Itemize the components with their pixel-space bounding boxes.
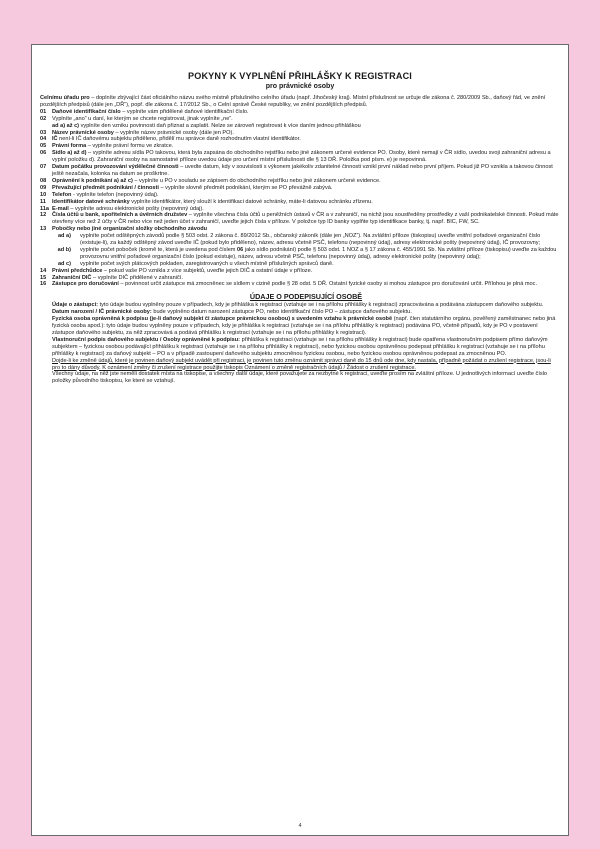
- item-text: – vyplníte adresu sídla PO takovou, která byla zapsána do obchodního rejstříku nebo jiné zákonem určené evidence PO. Osoby, které nemají v ČR sídlo, uvedou svoji zahraniční adresu a vyplní položku d). Zahraniční osoby na samostatné příloze uvedou údaje pro určení místní příslušnosti dle § 13 DŘ. Položka pod písm. e) je nepovinná.: [52, 150, 551, 164]
- instruction-sheet: [31, 44, 569, 836]
- item-number: 08: [40, 177, 47, 184]
- item-number: 05: [40, 143, 47, 150]
- sub-item-text: vyplníte počet odštěpných závodů podle § 503 odst. 2 zákona č. 89/2012 Sb., občanský zákoník (dále jen „NOZ“). Na zvláštní příloze (tiskopisu) uveďte vnitřní pořadové organizační číslo (existuje-li), za každý odštěpný závod uveďte IČ (pokud bylo přiděleno), název, adresu včetně PSČ, telefonu (nepovinný údaj), adresy elektronické pošty (nepovinný údaj), IČ provozovny;: [80, 233, 541, 247]
- list-item: [40, 150, 560, 164]
- item-label: Čísla účtů u bank, spořitelních a úvěrních družstev: [52, 212, 188, 219]
- paragraph-label: Fyzická osoba oprávněná k podpisu (je-li daňový subjekt či zástupce právnickou osobou) s uvedením vztahu k právnické osobě: [52, 316, 393, 323]
- list-item: [40, 281, 560, 288]
- item-number: 04: [40, 136, 47, 143]
- paragraph: [52, 316, 560, 337]
- item-label: Název právnické osoby: [52, 129, 114, 136]
- list-item: [40, 178, 560, 185]
- paragraph-text: přihláška k registraci (vztahuje se i na přílohu přihlášky k registraci) bude opatřena vlastnoručním podpisem přímo daňovým subjektem – fyzickou osobou podávající přihlášku k registraci (vztahuje se i na přílohu přihlášky k registraci), nebo fyzickou osobou oprávněnou podepsat přihlášku k registraci (vztahuje se i na přílohu přihlášky k registraci) za daňový subjekt – PO a v případě zastoupení daňového subjektu zmocněnou fyzickou osobou, nebo fyzickou osobou oprávněnou podepsat za zmocněnou PO.: [52, 336, 548, 357]
- sub-item-label: ad b): [57, 246, 71, 253]
- sub-item-text: vyplníte počet svých plátcových pokladen, zaregistrovaných u všech místně příslušných správců daně.: [80, 260, 334, 267]
- sub-item-text: jako sídlo podnikání) podle § 503 odst. 1 NOZ a § 17 zákona č. 455/1991 Sb. Na zvláštní příloze (tiskopisu) uveďte za každou provozovnu vnitřní pořadové organizační číslo (pokud existuje), název, adresu včetně PSČ, telefonu (nepovinný údaj), adresy elektronické pošty (nepovinný údaj);: [80, 246, 557, 260]
- item-number: 14: [40, 267, 47, 274]
- item-number: 13: [40, 226, 47, 233]
- paragraph: Všechny údaje, na něž jste neměli dostatek místa na tiskopise, a všechny další údaje, které považujete za nezbytné k registraci, uveďte prosím na zvláštní příloze. U jednotlivých informací uveďte číslo položky původního tiskopisu, ke které se vztahují.: [52, 371, 548, 385]
- item-number: 01: [40, 108, 47, 115]
- item-number: 11a: [40, 205, 50, 212]
- intro-text: – doplníte zbývající část oficiálního názvu svého místně příslušného celního úřadu (např. Jihočeský kraj). Místní příslušnost se určuje dle zákona č. 280/2009 Sb., daňový řád, ve znění pozdějších předpisů (dále jen „DŘ“), popř. dle zákona č. 17/2012 Sb., o Celní správě České republiky, ve znění pozdějších předpisů.: [40, 95, 546, 108]
- item-label: Datum počátku provozování výdělečné činnosti: [52, 164, 179, 171]
- item-label: Právní forma: [52, 143, 87, 150]
- item-label: Zahraniční DIČ: [52, 274, 92, 281]
- item-text: – vyplníte název právnické osoby (dále jen PO).: [113, 129, 234, 136]
- sub-item: [40, 261, 560, 268]
- list-item: [40, 185, 560, 192]
- item-text: – vyplníte u PO v souladu se zápisem do obchodního rejstříku nebo jiné zákonem určené evidence.: [132, 177, 381, 184]
- list-item: [40, 109, 560, 116]
- item-text: vyplníte identifikátor, který slouží k identifikaci datové schránky, máte-li datovou schránku zřízenu.: [129, 198, 373, 205]
- sub-item-label: ad c): [57, 260, 71, 267]
- list-item: [40, 116, 560, 123]
- paragraph: [52, 337, 560, 358]
- paragraph-label: Vlastnoruční podpis daňového subjektu / Osoby oprávněné k podpisu:: [52, 336, 241, 343]
- item-text: není-li IČ daňovému subjektu přiděleno, přidělí mu správce daně rozhodnutím vlastní identifikátor.: [57, 136, 301, 143]
- item-number: 07: [40, 164, 47, 171]
- item-text: – pokud vaše PO vznikla z více subjektů, uveďte jejich DIČ a ostatní údaje v příloze.: [102, 267, 313, 274]
- paragraph-text: bude vyplněno datum narození zástupce PO, nebo identifikační číslo PO – zástupce daňového subjektu.: [151, 309, 412, 316]
- item-number: 12: [40, 212, 47, 219]
- item-text: vyplníte den vzniku povinnosti daň přiznat a zaplatit. Nelze se zároveň registrovat k více daním jednou přihláškou: [79, 122, 361, 129]
- item-text: – vyplníte vám přidělené daňové identifikační číslo.: [120, 108, 249, 115]
- intro-label: Celnímu úřadu pro: [40, 95, 90, 101]
- item-text: – vyplníte DIČ přidělené v zahraničí.: [91, 274, 183, 281]
- list-item: [40, 164, 560, 178]
- list-item: [40, 212, 560, 226]
- item-number: 03: [40, 129, 47, 136]
- item-number: 11: [40, 198, 46, 205]
- item-label: Zástupce pro doručování: [52, 281, 119, 288]
- item-text: – vyplníte právní formu ve zkratce.: [86, 143, 174, 150]
- item-number: 02: [40, 115, 47, 122]
- intro-paragraph: [40, 95, 560, 109]
- list-item: [40, 123, 560, 130]
- item-text: – povinnost určit zástupce má zmocněnec se sídlem v cizině podle § 28 odst. 5 DŘ. Ostatní fyzické osoby si mohou zástupce pro doručování určit. Přílohou je plná moc.: [118, 281, 538, 288]
- item-label: Pobočky nebo jiné organizační složky obchodního závodu: [52, 226, 208, 233]
- paragraph-label: Údaje o zástupci:: [52, 302, 99, 309]
- sub-item-text: vyplníte počet poboček (kromě te, která je uvedena pod číslem: [80, 246, 238, 253]
- paragraph-label: Datum narození / IČ právnické osoby:: [52, 309, 152, 316]
- item-number: 09: [40, 184, 47, 191]
- section-heading: ÚDAJE O PODEPISUJÍCÍ OSOBĚ: [249, 292, 363, 302]
- page-title: POKYNY K VYPLNĚNÍ PŘIHLÁŠKY K REGISTRACI: [188, 71, 412, 81]
- item-text: Vyplníte „ano“ u daní, ke kterým se chcete registrovat, jinak vyplníte „ne“.: [52, 115, 233, 122]
- list-item: [40, 268, 560, 275]
- list-item: [40, 136, 560, 143]
- item-label: Identifikátor datové schránky: [52, 198, 130, 205]
- change-notice-paragraph: Dojde-li ke změně údajů, které je povinen daňový subjekt uvádět při registraci, je povinen tuto změnu oznámit správci daně do 15 dnů ode dne, kdy nastala, případně požádat o zrušení registrace, jsou-li pro to dány důvody. K oznámení změny či zrušení registrace použijte tiskopis Oznámení o změně registračních údajů / Žádost o zrušení registrace.: [52, 357, 551, 371]
- sub-item: [40, 233, 560, 247]
- item-number: 10: [40, 191, 47, 198]
- sub-item: [40, 247, 560, 261]
- item-label: Převažující předmět podnikání / činnosti: [52, 184, 159, 191]
- item-number: 16: [40, 281, 47, 288]
- item-text: - vyplníte telefon (nepovinný údaj).: [71, 191, 159, 198]
- item-number: 15: [40, 274, 47, 281]
- item-label: ad a) až c): [52, 122, 80, 129]
- sub-item-bold: 06: [237, 246, 244, 253]
- item-number: [40, 123, 52, 130]
- item-text: – vyplníte všechna čísla účtů u peněžních ústavů v ČR a v zahraničí, na nichž jsou soustředěny prostředky z vaší podnikatelské činnosti. Pokud máte otevřeny více než 2 účty v ČR nebo více než jeden účet v zahraničí, uveďte jejich čísla v příloze. V položce typ ID banky vyplňte typ identifikace banky, tj. např. BIC, FW, SC.: [52, 212, 559, 226]
- item-number: 06: [40, 150, 47, 157]
- item-label: Telefon: [52, 191, 72, 198]
- item-label: E-mail: [52, 205, 69, 212]
- list-item: [40, 192, 560, 199]
- paragraph-text: tyto údaje budou vyplněny pouze v případech, kdy je přihláška k registraci (vztahuje se i na přílohu přihlášky k registraci) zpracovávána a podávána zástupcem daňového subjektu.: [98, 302, 544, 309]
- list-item: [40, 199, 560, 206]
- item-label: IČ: [52, 136, 58, 143]
- page-subtitle: pro právnické osoby: [265, 83, 335, 90]
- item-label: Daňové identifikační číslo: [52, 108, 121, 115]
- items-list: [40, 109, 560, 289]
- item-label: Sídlo a) až d): [52, 150, 87, 157]
- item-text: – uvedte datum, kdy v souvislosti s výkonem jakékoliv zdanitelné činnosti vznikl první náklad nebo první příjem. Pokud již PO vznikla a takovou činnost ještě nezačala, kolonka na datum se proškrtne.: [52, 164, 553, 177]
- paragraph-text: (např. člen statutárního orgánu, pověřený zaměstnanec nebo jiná fyzická osoba apod.): tyto údaje budou vyplněny pouze v případech, kdy je přihláška k registraci (vztahuje se i na přílohu přihlášky k registraci) podávána PO, včetně případů, kdy je PO v postavení zástupce daňového subjektu, za něž zpracovává a podává přihlášku k registraci (vztahuje se i na přílohu přihlášky k registraci).: [52, 316, 556, 336]
- item-text: – vyplníte slovně předmět podnikání, kterým se PO převážně zabývá.: [158, 184, 333, 191]
- signatory-section: [40, 292, 560, 385]
- sub-item-label: ad a): [57, 233, 71, 240]
- page-number: 4: [298, 823, 302, 829]
- item-text: – vyplníte adresu elektronické pošty (nepovinný údaj).: [68, 205, 204, 212]
- item-label: Právní předchůdce: [52, 267, 103, 274]
- paragraph: [52, 309, 560, 316]
- item-label: Oprávnění k podnikání a) až c): [52, 177, 133, 184]
